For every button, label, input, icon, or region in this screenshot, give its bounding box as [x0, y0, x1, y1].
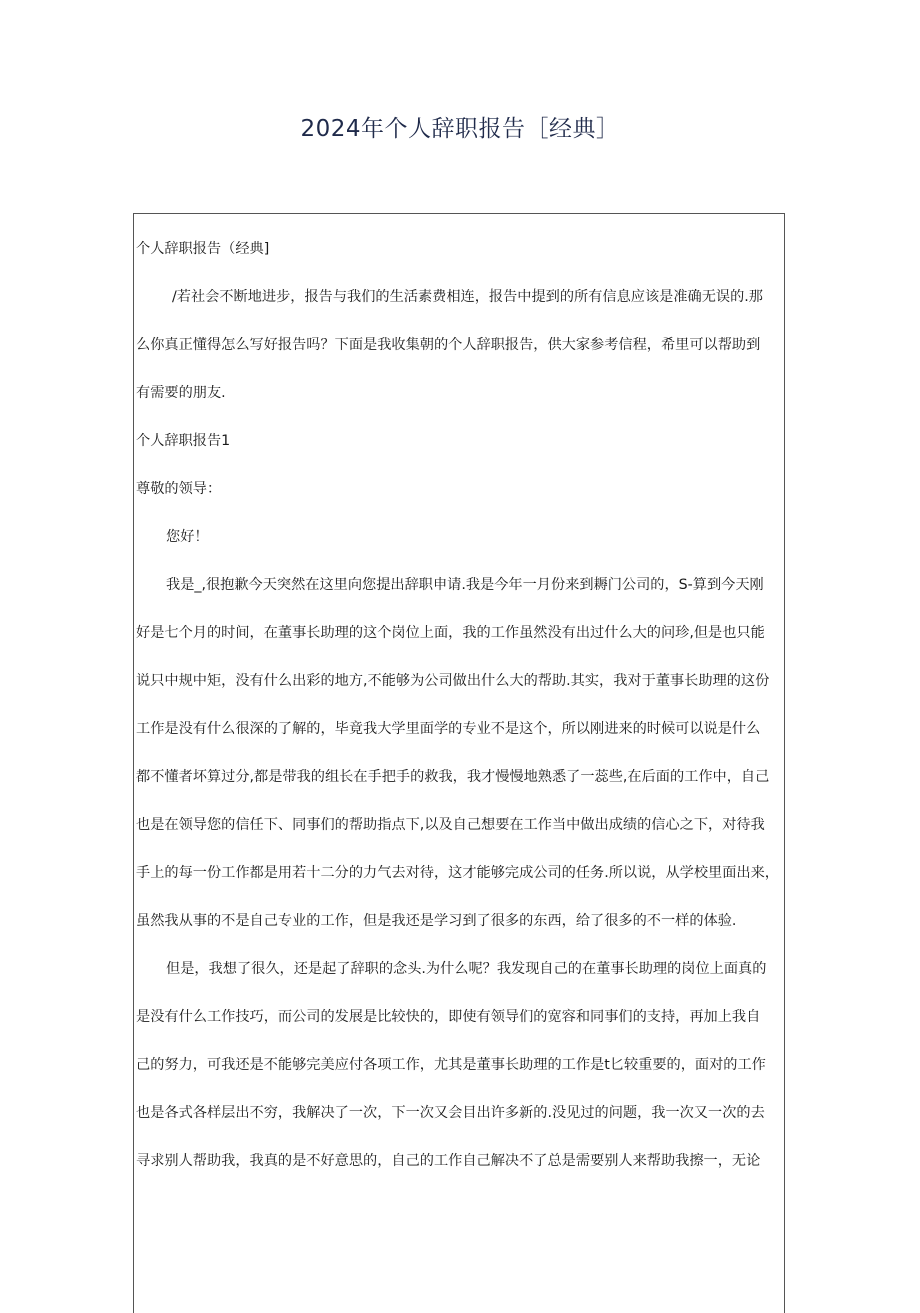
greeting: 您好！ [166, 529, 209, 545]
salutation: 尊敬的领导： [136, 481, 222, 497]
paragraph-line: 好是七个月的时间，在董事长助理的这个岗位上面，我的工作虽然没有出过什么大的问珍,但是也只能 [136, 625, 765, 641]
section-heading: 个人辞职报告1 [136, 433, 231, 449]
paragraph-line: 我是_,很抱歉今天突然在这里向您提出辞职申请.我是今年一月份来到耨门公司的，S-算到今天刚 [166, 577, 764, 593]
paragraph-line: 么你真正懂得怎么写好报告吗？下面是我收集朝的个人辞职报告，供大家参考信程，希里可以帮助到 [136, 337, 761, 353]
paragraph-line: 虽然我从事的不是自己专业的工作，但是我还是学习到了很多的东西，给了很多的不一样的体验. [136, 913, 737, 929]
section-heading: 个人辞职报告（经典] [136, 241, 270, 257]
paragraph-line: 寻求别人帮助我，我真的是不好意思的，自己的工作自己解决不了总是需要别人来帮助我擦一，无论 [136, 1153, 761, 1169]
paragraph-line: 工作是没有什么很深的了解的，毕竟我大学里面学的专业不是这个，所以刚进来的时候可以说是什么 [136, 721, 761, 737]
paragraph-line: 有需要的朋友. [136, 385, 226, 401]
content-frame [133, 213, 785, 1313]
paragraph-line: 但是，我想了很久，还是起了辞职的念头.为什么呢？我发现自己的在董事长助理的岗位上面真的 [166, 961, 767, 977]
paragraph-line: 手上的每一份工作都是用若十二分的力气去对待，这才能够完成公司的任务.所以说，从学校里面出来， [136, 865, 779, 881]
paragraph-line: 也是各式各样层出不穷，我解决了一次，下一次又会目出许多新的.没见过的问题，我一次又一次的去 [136, 1105, 765, 1121]
paragraph-line: 都不懂者坏算过分,都是带我的组长在手把手的救我，我才慢慢地熟悉了一蕊些,在后面的工作中，自己 [136, 769, 770, 785]
paragraph-line: 也是在领导您的信任下、同事们的帮助指点下,以及自己想要在工作当中做出成绩的信心之下，对待我 [136, 817, 765, 833]
paragraph-line: /若社会不断地进步，报告与我们的生活素费相连，报告中提到的所有信息应该是准确无误的.那 [172, 289, 763, 305]
paragraph-line: 是没有什么工作技巧，而公司的发展是比较快的，即使有领导们的宽容和同事们的支持，再加上我自 [136, 1009, 761, 1025]
paragraph-line: 己的努力，可我还是不能够完美应付各项工作，尤其是董事长助理的工作是t匕较重要的，面对的工作 [136, 1057, 766, 1073]
paragraph-line: 说只中规中矩，没有什么出彩的地方,不能够为公司做出什么大的帮助.其实，我对于董事长助理的这份 [136, 673, 770, 689]
document-title: 2024年个人辞职报告［经典］ [300, 116, 620, 142]
